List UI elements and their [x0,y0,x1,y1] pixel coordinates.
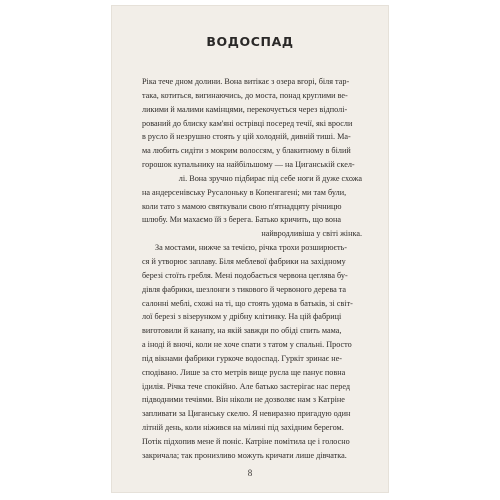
text-line: ма любить сидіти з мокрим волоссям, у блакитному в білий [142,146,351,156]
text-line: підводними течіями. Він ніколи не дозволяє нам з Катріне [142,395,345,405]
text-line: запливати за Циганську скелю. Я невиразно пригадую один [142,409,351,419]
text-line: Ріка тече дном долини. Вона витікає з озера вгорі, біля тар- [142,77,350,86]
text-line: на андерсенівську Русалоньку в Копенгагені; ми там були, [142,187,347,197]
book-page [112,6,388,492]
text-line: шлюбу. Ми махаємо їй з берега. Батько кричить, що вона [142,215,341,225]
body-text [142,75,362,463]
text-line: ся й утворює заплаву. Біля меблевої фабрики на західному [142,256,346,266]
text-line: рований до блиску кам'яні острівці посеред течії, які вросли [142,118,353,128]
text-line: ликими й малими камінцями, перекочується через відполі- [142,104,348,114]
chapter-title: ВОДОСПАД [206,34,294,49]
text-line: коли тато з мамою святкували свою п'ятнадцяту річницю [142,201,342,211]
text-line: лої березі з візерунком у дрібну клітинку. На цій фабриці [142,312,342,322]
text-line: горошок купальнику на найбільшому — на Циганській скел- [142,160,355,170]
text-line: літній день, коли ніжився на мілині під західним берегом. [142,423,344,433]
text-line: дівля фабрики, шезлонги з тикового й червоного дерева та [142,284,347,294]
text-line: салонні меблі, схожі на ті, що стоять удома в батьків, зі світ- [142,298,353,308]
text-line: лі. Вона зручно підбирає під себе ноги й дуже схожа [178,173,362,183]
page-number: 8 [247,468,253,478]
text-line: ідилія. Річка тече спокійно. Але батько застерігає нас перед [142,381,351,391]
text-line: Потік підхопив мене й поніс. Катріне помітила це і голосно [142,436,350,446]
text-line: в русло й незрушно стоять у цій холодній, дивній тиші. Ма- [142,132,351,142]
text-line: виготовили й канапу, на якій завжди по обіді спить мама, [142,326,342,336]
text-line: березі стоїть гребля. Мені подобається червона цеглява бу- [142,270,348,280]
text-line: закричала; так пронизливо можуть кричати лише дівчатка. [142,450,347,460]
text-line: За мостами, нижче за течією, річка трохи розширюєть- [155,243,347,253]
text-line: під вікнами фабрики гуркоче водоспад. Гуркіт зринає не- [142,353,342,363]
text-line: а іноді й вночі, коли не хоче спати з татом у спальні. Просто [142,340,352,350]
text-line: сподівано. Лише за сто метрів вище русла ще панує повна [142,367,346,377]
text-line: така, котиться, вигинаючись, до моста, понад круглими ве- [142,90,348,100]
text-line: найвродливіша у світі жінка. [261,229,362,239]
